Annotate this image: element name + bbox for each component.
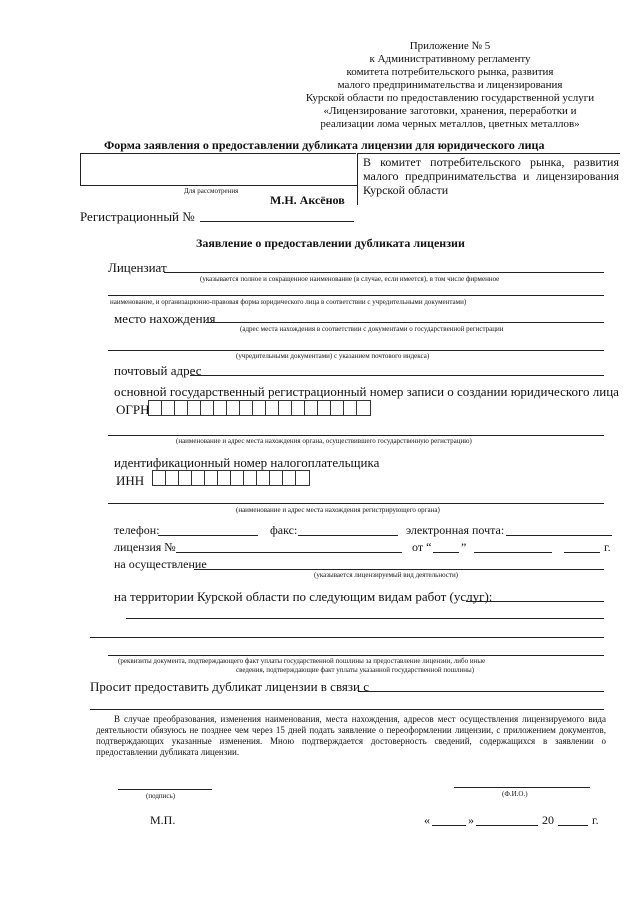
appendix-line: Приложение № 5 <box>409 40 491 52</box>
activity-field[interactable] <box>194 569 604 570</box>
header-box <box>80 153 620 205</box>
obligation-notice: В случае преобразования, изменения наименования, места нахождения, адресов мест осуществления лицензируемого вида деятельности обязуюсь не позднее чем через 15 дней подать заявление о переоформлении лицензии, с приложением документов, подтверждающих указанные изменения. Мною подтверждается достоверность сведений, содержащихся в заявлении о предоставлении дубликата лицензии. <box>96 714 606 757</box>
ogrn-label: ОГРН <box>116 402 150 417</box>
date-mid: » <box>468 813 474 827</box>
request-reason-field[interactable] <box>358 691 604 692</box>
email-field[interactable] <box>506 535 612 536</box>
licensee-hint-2: наименование, и организационно-правовая форма юридического лица в соответствии с учредительными документами) <box>110 298 467 306</box>
stamp-label: М.П. <box>150 813 176 827</box>
appendix-line: реализации лома черных металлов, цветных металлов» <box>320 118 580 130</box>
location-field[interactable] <box>206 322 604 323</box>
works-field-2[interactable] <box>126 618 604 619</box>
location-hint-2: (учредительными документами) с указанием почтового индекса) <box>236 352 430 360</box>
date-year-prefix: 20 <box>542 813 554 827</box>
committee-addressee: В комитет потребительского рынка, развития малого предпринимательства и лицензирования Курской области <box>363 155 619 197</box>
fee-hint: (реквизиты документа, подтверждающего факт уплаты государственной пошлины за предоставление лицензии, либо иные <box>118 657 486 665</box>
territory-label: на территории Курской области по следующим видам работ (услуг): <box>114 589 493 604</box>
reg-number-field[interactable] <box>200 221 354 222</box>
activity-label: на осуществление <box>114 557 207 571</box>
date-suffix: г. <box>592 813 599 827</box>
request-label: Просит предоставить дубликат лицензии в связи с <box>90 679 370 694</box>
works-field-3[interactable] <box>90 637 604 638</box>
fax-label: факс: <box>270 523 298 537</box>
ogrn-title: основной государственный регистрационный номер записи о создании юридического лица <box>114 384 619 399</box>
date-year-field[interactable] <box>558 825 588 826</box>
inn-hint: (наименование и адрес места нахождения регистрирующего органа) <box>236 506 440 514</box>
phone-label: телефон: <box>114 523 160 537</box>
licensee-field-2[interactable] <box>108 295 604 296</box>
appendix-line: «Лицензирование заготовки, хранения, переработки и <box>323 105 577 117</box>
license-month-field[interactable] <box>474 552 552 553</box>
resolution-field[interactable] <box>80 153 358 186</box>
fee-hint-2: сведения, подтверждающие факт уплаты указанной государственной пошлины) <box>236 666 475 674</box>
location-label: место нахождения <box>114 311 216 326</box>
fio-field[interactable] <box>454 787 590 788</box>
inn-label: ИНН <box>116 473 145 488</box>
reg-number-label: Регистрационный № <box>80 209 195 224</box>
licensee-label: Лицензиат <box>108 260 167 275</box>
appendix-line: малого предпринимательства и лицензирования <box>337 79 563 91</box>
inn-cells[interactable] <box>152 470 310 486</box>
license-day-field[interactable] <box>433 552 459 553</box>
form-title: Форма заявления о предоставлении дубликата лицензии для юридического лица <box>104 138 545 152</box>
location-field-2[interactable] <box>108 350 604 351</box>
activity-hint: (указывается лицензируемый вид деятельности) <box>314 571 459 579</box>
appendix-block <box>300 40 600 131</box>
license-label: лицензия № <box>114 540 176 554</box>
postal-field[interactable] <box>190 375 604 376</box>
signature-label: (подпись) <box>146 792 176 800</box>
license-year-field[interactable] <box>564 552 600 553</box>
works-field[interactable] <box>466 601 604 602</box>
postal-label: почтовый адрес <box>114 363 202 378</box>
inn-organ-field[interactable] <box>108 503 604 504</box>
appendix-line: Курской области по предоставлению государственной услуги <box>305 92 595 104</box>
date-open: « <box>424 813 430 827</box>
licensee-hint: (указывается полное и сокращенное наименование (в случае, если имеется), в том числе фирменное <box>200 275 500 283</box>
fee-field[interactable] <box>108 655 604 656</box>
official-name: М.Н. Аксёнов <box>270 193 345 207</box>
from-label: от “ <box>412 540 432 554</box>
ogrn-organ-field[interactable] <box>108 435 604 436</box>
appendix-line: комитета потребительского рынка, развития <box>346 66 554 78</box>
date-month-field[interactable] <box>476 825 538 826</box>
appendix-line: к Административному регламенту <box>369 53 531 65</box>
request-reason-field-2[interactable] <box>90 709 604 710</box>
signature-field[interactable] <box>118 789 212 790</box>
fax-field[interactable] <box>298 535 398 536</box>
ogrn-hint: (наименование и адрес места нахождения органа, осуществившего государственную регистрацию) <box>176 437 472 445</box>
date-day-field[interactable] <box>432 825 466 826</box>
email-label: электронная почта: <box>406 523 505 537</box>
application-heading: Заявление о предоставлении дубликата лицензии <box>196 236 465 250</box>
license-year-suffix: г. <box>604 540 611 554</box>
from-quote-close: ” <box>461 540 467 554</box>
licensee-field[interactable] <box>164 272 604 273</box>
for-review-label: Для рассмотрения <box>184 187 239 195</box>
fio-label: (Ф.И.О.) <box>502 790 528 798</box>
ogrn-cells[interactable] <box>148 400 371 416</box>
license-number-field[interactable] <box>176 552 402 553</box>
inn-title: идентификационный номер налогоплательщика <box>114 455 380 470</box>
phone-field[interactable] <box>158 535 258 536</box>
location-hint: (адрес места нахождения в соответствии с документами о государственной регистрации <box>240 325 504 333</box>
